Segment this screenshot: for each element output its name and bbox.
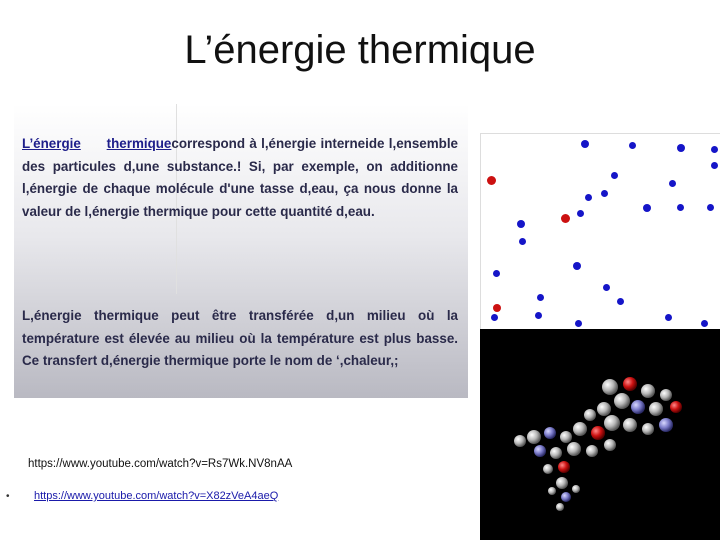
particle [611,172,618,179]
particle [537,294,544,301]
particle [487,176,496,185]
particle [601,190,608,197]
particle [711,162,718,169]
definition-text: correspond à l,énergie interneide l,ensemble des particules d,une substance.! Si, par exemple, on additionne l,énergie de chaque molécule d'une tasse d,eau, ça nous donne la valeur de l,énergie thermique pour cette quantité d,eau. [22,136,458,219]
video-link-2[interactable]: https://www.youtube.com/watch?v=X82zVeA4aeQ [34,490,279,502]
molecule-atoms [514,377,682,511]
particle [677,204,684,211]
video-link-1[interactable]: https://www.youtube.com/watch?v=Rs7Wk.NV8nAA [28,458,293,470]
particle [617,298,624,305]
particle-simulation-image [480,133,720,329]
particle [535,312,542,319]
particle [585,194,592,201]
bullet-marker: • [6,491,10,502]
particle [517,220,525,228]
particle [603,284,610,291]
particle [711,146,718,153]
particle [491,314,498,321]
particle [629,142,636,149]
particle [669,180,676,187]
particle [573,262,581,270]
molecule-model-image [480,329,720,540]
particle [643,204,651,212]
particle [665,314,672,321]
particle [581,140,589,148]
particle [519,238,526,245]
particle [677,144,685,152]
term-thermique[interactable]: thermique [106,136,172,151]
particle [577,210,584,217]
particle [707,204,714,211]
paragraph-transfer: L,énergie thermique peut être transférée d,un milieu où la température est élevée au milieu où la température est plus basse. Ce transfert d,énergie thermique porte le nom de ‘,chaleur,; [22,308,458,368]
particle [493,304,501,312]
slide-title: L’énergie thermique [184,28,536,72]
particle [701,320,708,327]
term-energie[interactable]: L’énergie [22,136,81,151]
paragraph-definition [22,133,458,223]
particle [575,320,582,327]
particle [561,214,570,223]
molecule-drawing [480,329,720,540]
particle [493,270,500,277]
